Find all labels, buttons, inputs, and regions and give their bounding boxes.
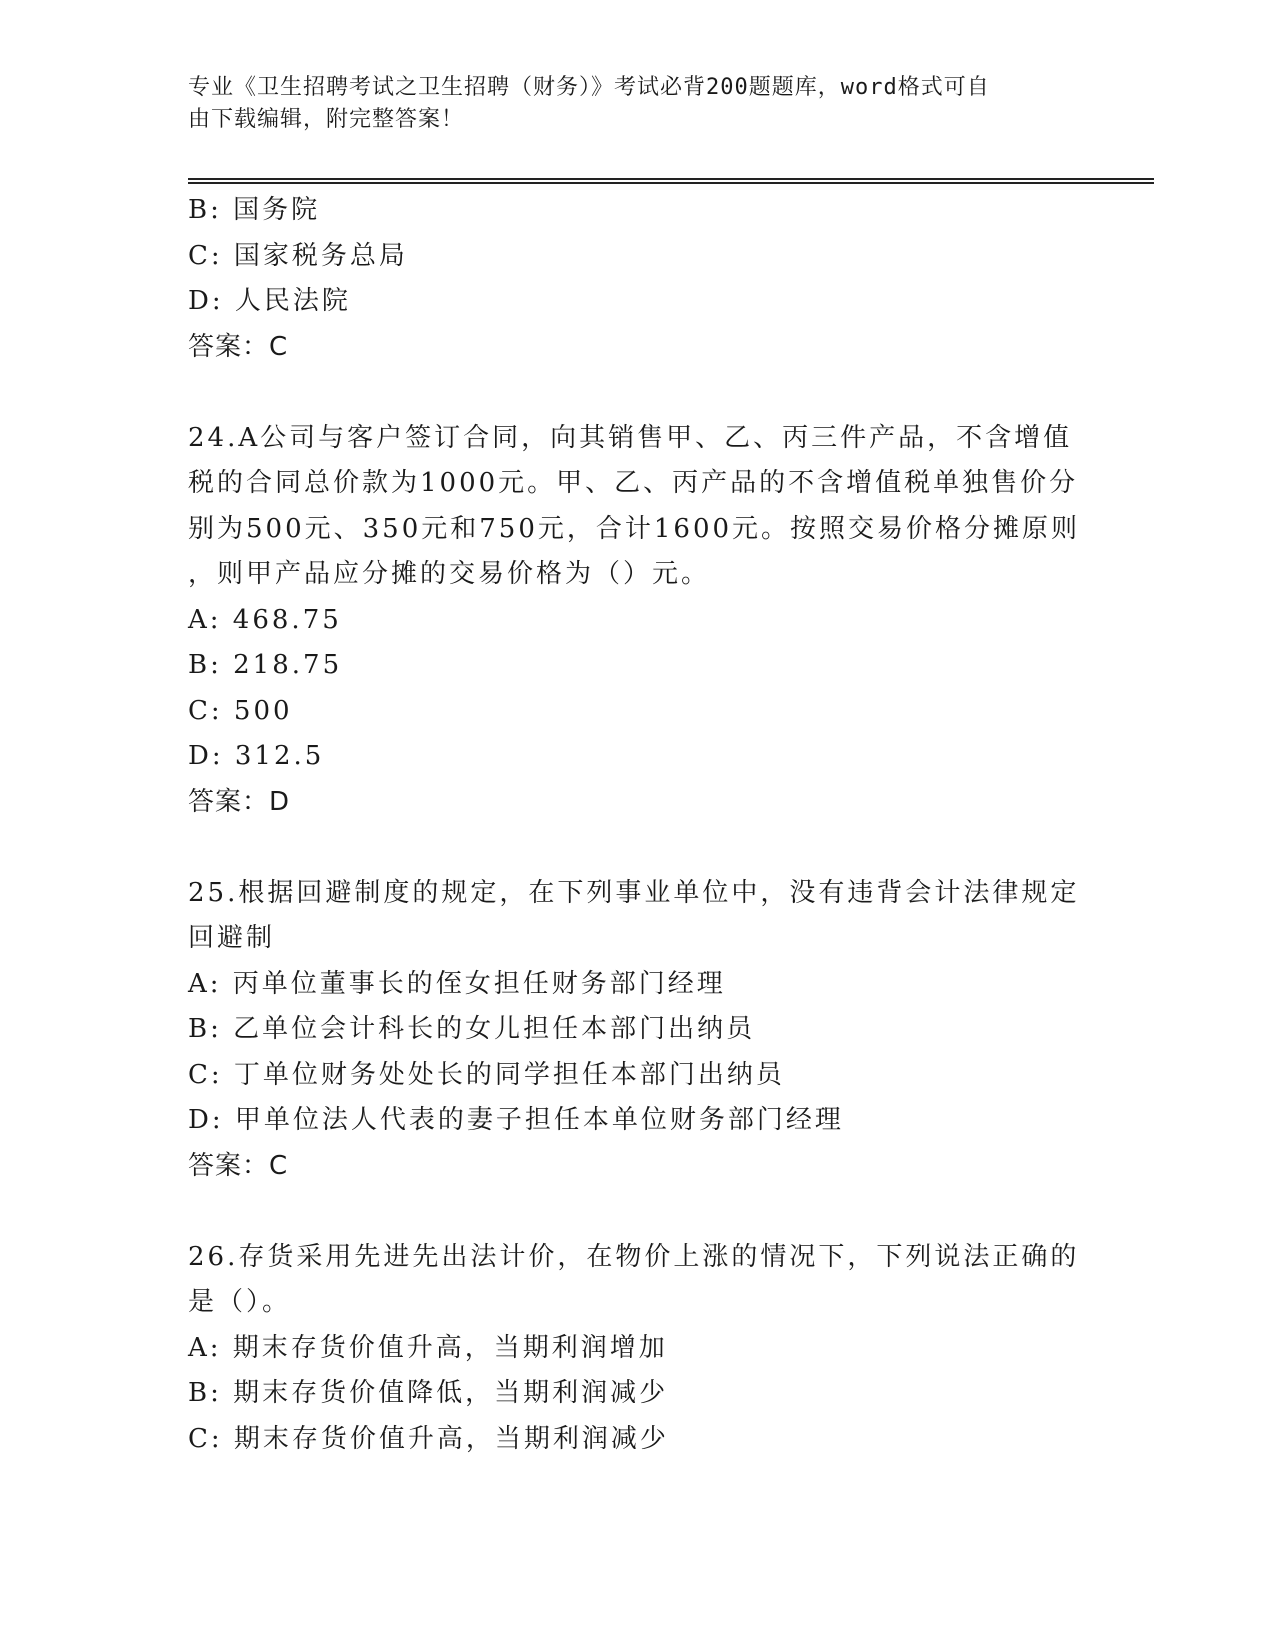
- option-a: A: 丙单位董事长的侄女担任财务部门经理: [188, 968, 726, 999]
- option-c: C: 丁单位财务处处长的同学担任本部门出纳员: [188, 1059, 785, 1090]
- question-text-line: 26.存货采用先进先出法计价，在物价上涨的情况下，下列说法正确的: [188, 1241, 1080, 1272]
- option-b: B: 期末存货价值降低，当期利润减少: [188, 1378, 669, 1408]
- question-26: [188, 1235, 1088, 1463]
- question-text-line: 别为500元、350元和750元，合计1600元。按照交易价格分摊原则: [188, 513, 1081, 544]
- option-b: B: 国务院: [188, 195, 321, 225]
- header-line-2: 由下载编辑，附完整答案！: [188, 107, 465, 132]
- header-divider-top: [188, 178, 1154, 180]
- option-d: D: 312.5: [188, 741, 325, 771]
- option-a: A: 468.75: [188, 604, 342, 635]
- spacer: [188, 825, 1088, 871]
- header-divider-bottom: [188, 182, 1154, 184]
- option-d: D: 甲单位法人代表的妻子担任本单位财务部门经理: [188, 1105, 844, 1135]
- question-text-line: 24.A公司与客户签订合同，向其销售甲、乙、丙三件产品，不含增值: [188, 422, 1073, 453]
- option-b: B: 218.75: [188, 650, 343, 680]
- question-text-line: 税的合同总价款为1000元。甲、乙、丙产品的不含增值税单独售价分: [188, 468, 1079, 498]
- question-23: [188, 188, 1088, 370]
- answer-line: 答案：C: [188, 1150, 289, 1181]
- question-text-line: ，则甲产品应分摊的交易价格为（）元。: [188, 559, 711, 589]
- spacer: [188, 370, 1088, 416]
- option-c: C: 500: [188, 695, 293, 726]
- answer-line: 答案：D: [188, 786, 291, 817]
- option-a: A: 期末存货价值升高，当期利润增加: [188, 1332, 668, 1363]
- question-list: [188, 188, 1088, 1462]
- question-text-line: 25.根据回避制度的规定，在下列事业单位中，没有违背会计法律规定: [188, 877, 1080, 908]
- option-d: D: 人民法院: [188, 286, 351, 316]
- option-b: B: 乙单位会计科长的女儿担任本部门出纳员: [188, 1014, 756, 1044]
- option-c: C: 国家税务总局: [188, 240, 408, 271]
- question-text-line: 回避制: [188, 923, 276, 953]
- question-24: [188, 416, 1088, 826]
- answer-line: 答案：C: [188, 331, 289, 362]
- question-text-line: 是（）。: [188, 1287, 292, 1317]
- header-line-1: 专业《卫生招聘考试之卫生招聘（财务）》考试必背200题题库，word格式可自: [188, 75, 990, 100]
- option-c: C: 期末存货价值升高，当期利润减少: [188, 1423, 669, 1454]
- spacer: [188, 1189, 1088, 1235]
- document-header: [188, 72, 1068, 136]
- question-25: [188, 871, 1088, 1190]
